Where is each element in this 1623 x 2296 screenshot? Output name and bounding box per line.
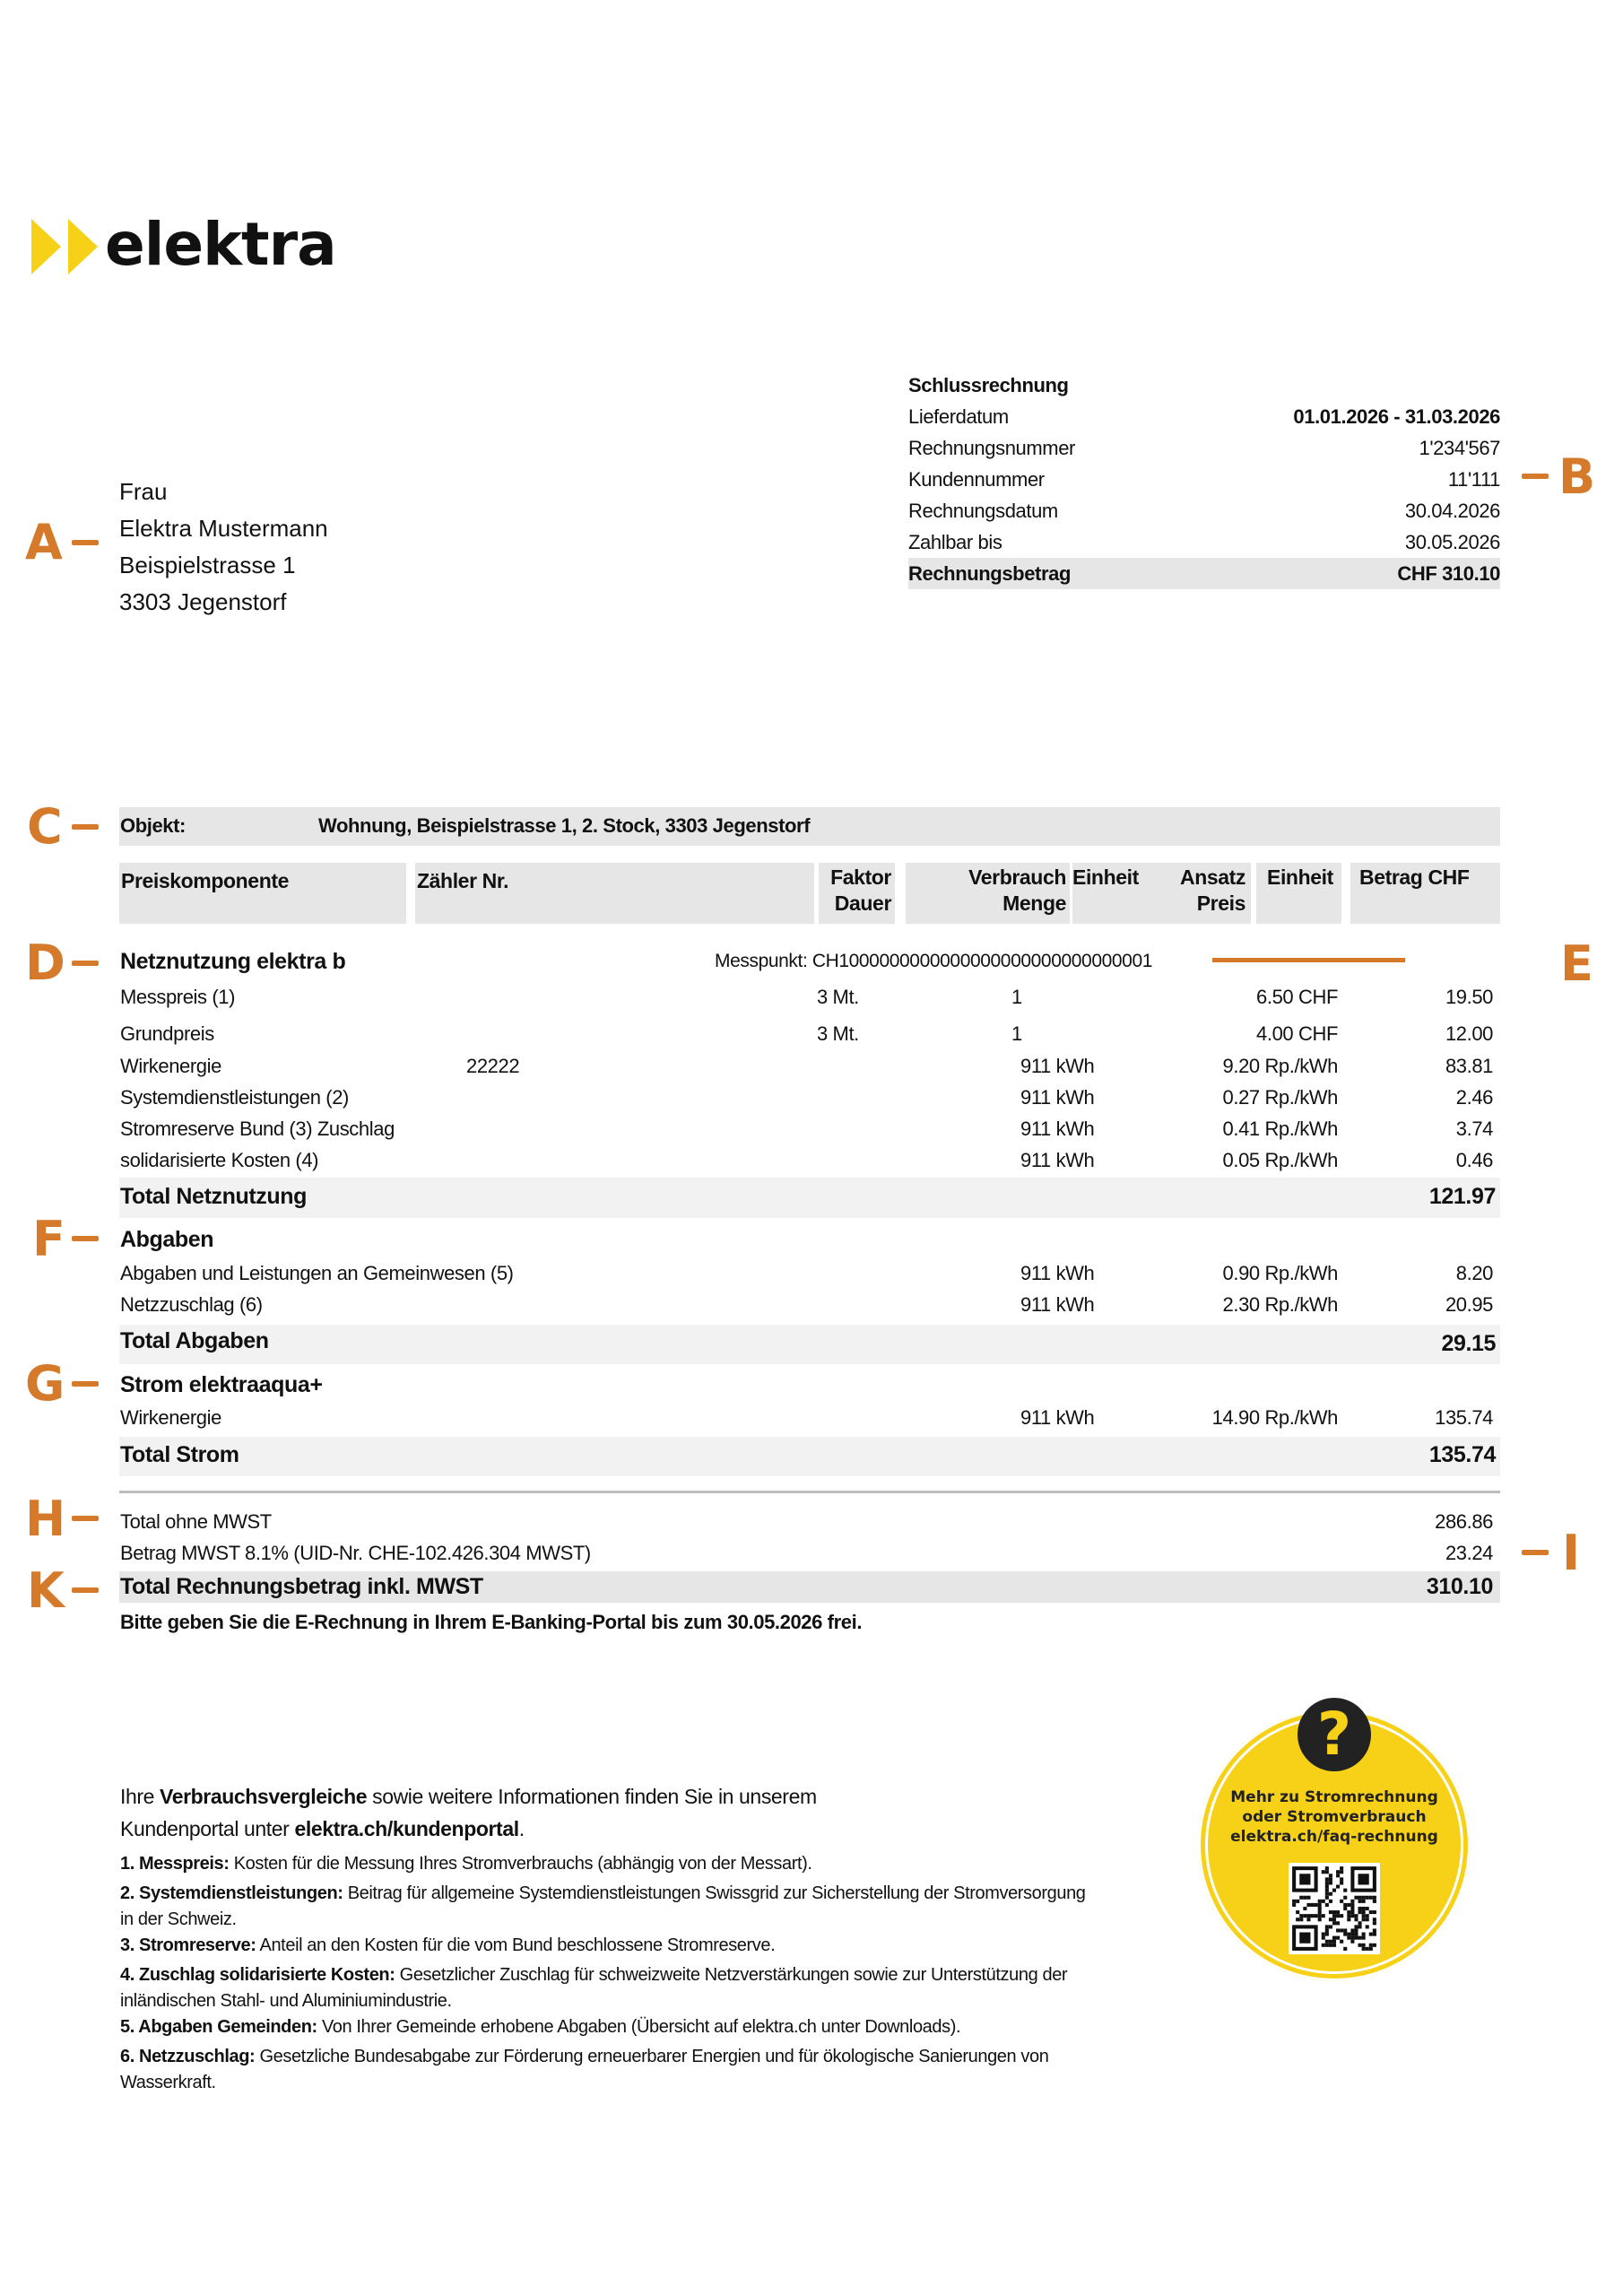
footnote	[120, 1881, 1089, 1933]
net-total-label: Total ohne MWST	[120, 1510, 272, 1533]
row-amount: 83.81	[1445, 1055, 1493, 1077]
summary-row	[908, 495, 1500, 526]
recipient-address	[119, 474, 328, 621]
header-label: Zähler Nr.	[417, 869, 509, 892]
footnote	[120, 2014, 1089, 2040]
marker-dash	[1522, 1550, 1549, 1555]
footnote	[120, 1851, 1089, 1877]
row-label: Wirkenergie	[120, 1055, 221, 1077]
marker-a: A	[25, 514, 63, 570]
question-mark-icon	[1298, 1698, 1371, 1771]
row-label: Systemdienstleistungen (2)	[120, 1086, 349, 1109]
row-amount: 135.74	[1435, 1406, 1493, 1429]
header-label: Verbrauch	[968, 865, 1066, 889]
row-label: Messpreis (1)	[120, 986, 236, 1008]
marker-dash	[72, 824, 99, 830]
footnote-text: Gesetzlicher Zuschlag für schweizweite Netzverstärkungen sowie zur Unterstützung der inländischen Stahl- und Aluminiumindustrie.	[120, 1965, 1068, 2011]
row-rate: 14.90 Rp./kWh	[1211, 1406, 1338, 1429]
grand-total-label: Total Rechnungsbetrag inkl. MWST	[120, 1574, 483, 1599]
total-value-strom: 135.74	[1428, 1442, 1496, 1467]
summary-label: Rechnungsbetrag	[908, 562, 1072, 585]
total-label-strom: Total Strom	[120, 1442, 239, 1467]
header-label: Faktor	[830, 865, 891, 889]
footnote-term: 6. Netzzuschlag:	[120, 2047, 256, 2066]
row-quantity: 911 kWh	[1020, 1149, 1095, 1171]
marker-f: F	[32, 1211, 65, 1267]
marker-c: C	[27, 798, 63, 855]
section-title-netznutzung: Netznutzung elektra b	[120, 949, 346, 974]
total-label-netznutzung: Total Netznutzung	[120, 1184, 307, 1209]
vat-value: 23.24	[1445, 1542, 1493, 1564]
row-quantity: 911 kWh	[1020, 1262, 1095, 1284]
info-verbrauchsvergleiche: Verbrauchsvergleiche	[160, 1785, 368, 1808]
header-betrag	[1350, 863, 1500, 924]
row-amount: 0.46	[1455, 1149, 1493, 1171]
summary-row	[908, 464, 1500, 495]
row-amount: 3.74	[1455, 1118, 1493, 1140]
marker-g: G	[25, 1355, 65, 1412]
row-rate: 0.05 Rp./kWh	[1222, 1149, 1338, 1171]
header-label: Betrag CHF	[1359, 865, 1470, 889]
info-text-part: .	[518, 1817, 525, 1840]
header-zaehler	[415, 863, 814, 924]
header-label: Preis	[1196, 891, 1245, 915]
faq-text	[1198, 1787, 1471, 1847]
row-amount: 8.20	[1455, 1262, 1493, 1284]
net-total-value: 286.86	[1435, 1510, 1493, 1533]
footnote-text: Von Ihrer Gemeinde erhobene Abgaben (Übersicht auf elektra.ch unter Downloads).	[317, 2017, 961, 2037]
kundenportal-link[interactable]: elektra.ch/kundenportal	[294, 1817, 519, 1840]
footnote-term: 1. Messpreis:	[120, 1854, 230, 1874]
header-einheit-2	[1256, 863, 1341, 924]
summary-label: Kundennummer	[908, 468, 1045, 491]
row-rate: 0.90 Rp./kWh	[1222, 1262, 1338, 1284]
summary-title: Schlussrechnung	[908, 374, 1069, 396]
marker-dash	[72, 540, 99, 545]
footnote-text: Beitrag für allgemeine Systemdienstleistungen Swissgrid zur Sicherstellung der Stromversorgung in der Schweiz.	[120, 1883, 1086, 1929]
marker-dash	[72, 1516, 99, 1521]
total-bar-abgaben	[119, 1325, 1500, 1364]
footnote-text: Kosten für die Messung Ihres Stromverbrauchs (abhängig von der Messart).	[229, 1854, 812, 1874]
row-meter: 22222	[466, 1055, 520, 1077]
section-title-strom: Strom elektraaqua+	[120, 1372, 323, 1397]
vat-label: Betrag MWST 8.1% (UID-Nr. CHE-102.426.304 MWST)	[120, 1542, 591, 1564]
header-ansatz	[1171, 863, 1251, 924]
total-value-abgaben: 29.15	[1441, 1331, 1496, 1356]
summary-label: Rechnungsdatum	[908, 500, 1058, 522]
marker-d: D	[25, 935, 65, 991]
header-verbrauch	[906, 863, 1070, 924]
footnote	[120, 1933, 1089, 1959]
info-text	[120, 1780, 817, 1845]
footnote-term: 4. Zuschlag solidarisierte Kosten:	[120, 1965, 395, 1985]
summary-value: 30.04.2026	[1404, 500, 1500, 522]
summary-row-total	[908, 558, 1500, 589]
row-quantity: 911 kWh	[1020, 1406, 1095, 1429]
recipient-name: Elektra Mustermann	[119, 515, 328, 542]
faq-link[interactable]: elektra.ch/faq-rechnung	[1230, 1828, 1438, 1846]
summary-label: Lieferdatum	[908, 405, 1009, 428]
section-title-abgaben: Abgaben	[120, 1227, 214, 1252]
row-rate: 0.27 Rp./kWh	[1222, 1086, 1338, 1109]
row-label: Abgaben und Leistungen an Gemeinwesen (5)	[120, 1262, 514, 1284]
row-quantity: 911 kWh	[1020, 1118, 1095, 1140]
info-text-part: sowie weitere Informationen finden Sie in unserem	[367, 1785, 817, 1808]
footnote	[120, 2044, 1089, 2096]
row-amount: 20.95	[1445, 1293, 1493, 1316]
logo-wordmark: elektra	[105, 210, 336, 279]
header-label: Ansatz	[1179, 865, 1245, 889]
row-rate: 9.20 Rp./kWh	[1222, 1055, 1338, 1077]
summary-value: 01.01.2026 - 31.03.2026	[1293, 405, 1500, 428]
info-text-part: Kundenportal unter	[120, 1817, 295, 1840]
info-line-2	[120, 1813, 817, 1845]
marker-dash	[72, 961, 99, 966]
meter-point: Messpunkt: CH1000000000000000000000000000001	[715, 951, 1152, 971]
summary-value: CHF 310.10	[1397, 562, 1500, 585]
object-value: Wohnung, Beispielstrasse 1, 2. Stock, 3303 Jegenstorf	[318, 814, 811, 837]
header-label: Menge	[1002, 891, 1066, 915]
marker-i: I	[1562, 1525, 1581, 1581]
recipient-city: 3303 Jegenstorf	[119, 588, 287, 615]
header-label: Preiskomponente	[121, 869, 289, 892]
footnote-text: Gesetzliche Bundesabgabe zur Förderung erneuerbarer Energien und für ökologische Sanierungen von Wasserkraft.	[120, 2047, 1049, 2092]
header-einheit-1	[1072, 863, 1171, 924]
recipient-salutation: Frau	[119, 478, 168, 505]
row-rate: 2.30 Rp./kWh	[1222, 1293, 1338, 1316]
row-rate: 0.41 Rp./kWh	[1222, 1118, 1338, 1140]
recipient-street: Beispielstrasse 1	[119, 552, 296, 578]
marker-dash	[1522, 474, 1549, 479]
header-label: Einheit	[1267, 865, 1333, 889]
row-quantity: 1	[1011, 1022, 1022, 1045]
faq-badge[interactable]	[1198, 1700, 1471, 1981]
header-preiskomponente	[119, 863, 406, 924]
marker-k: K	[27, 1562, 65, 1619]
faq-line-1: Mehr zu Stromrechnung	[1230, 1788, 1438, 1806]
summary-row	[908, 432, 1500, 464]
qr-code[interactable]	[1289, 1863, 1380, 1954]
footnote-text: Anteil an den Kosten für die vom Bund beschlossene Stromreserve.	[256, 1935, 776, 1955]
row-amount: 12.00	[1445, 1022, 1493, 1045]
summary-row	[908, 526, 1500, 558]
header-label: Dauer	[834, 891, 891, 915]
marker-e: E	[1560, 935, 1593, 992]
total-value-netznutzung: 121.97	[1428, 1184, 1496, 1209]
faq-line-2: oder Stromverbrauch	[1242, 1808, 1427, 1826]
question-glyph: ?	[1316, 1700, 1352, 1769]
footnote-term: 2. Systemdienstleistungen:	[120, 1883, 343, 1903]
marker-h: H	[25, 1491, 66, 1547]
summary-value: 30.05.2026	[1404, 531, 1500, 553]
marker-b: B	[1558, 448, 1596, 505]
summary-row	[908, 401, 1500, 432]
footnote-term: 3. Stromreserve:	[120, 1935, 256, 1955]
summary-value: 11'111	[1447, 468, 1500, 491]
footnote-term: 5. Abgaben Gemeinden:	[120, 2017, 317, 2037]
total-bar-netznutzung	[119, 1178, 1500, 1218]
row-label: Stromreserve Bund (3) Zuschlag	[120, 1118, 395, 1140]
summary-value: 1'234'567	[1419, 437, 1500, 459]
row-label: Netzzuschlag (6)	[120, 1293, 263, 1316]
object-label: Objekt:	[120, 814, 186, 837]
totals-divider	[119, 1491, 1500, 1493]
row-factor: 3 Mt.	[817, 1022, 859, 1045]
row-amount: 2.46	[1455, 1086, 1493, 1109]
grand-total-value: 310.10	[1426, 1574, 1493, 1599]
row-label: solidarisierte Kosten (4)	[120, 1149, 319, 1171]
marker-e-line	[1212, 958, 1405, 962]
qr-code-image	[1289, 1863, 1380, 1954]
summary-label: Rechnungsnummer	[908, 437, 1075, 459]
row-quantity: 911 kWh	[1020, 1086, 1095, 1109]
total-label-abgaben: Total Abgaben	[120, 1328, 269, 1353]
footnote	[120, 1962, 1089, 2014]
invoice-summary	[908, 370, 1500, 589]
logo-arrows-icon	[31, 219, 103, 274]
info-text-part: Ihre	[120, 1785, 161, 1808]
total-bar-strom	[119, 1437, 1500, 1476]
row-rate: 4.00 CHF	[1256, 1022, 1338, 1045]
marker-dash	[72, 1236, 99, 1241]
row-quantity: 1	[1011, 986, 1022, 1008]
row-quantity: 911 kWh	[1020, 1293, 1095, 1316]
header-faktor	[819, 863, 895, 924]
row-label: Grundpreis	[120, 1022, 214, 1045]
row-rate: 6.50 CHF	[1256, 986, 1338, 1008]
row-quantity: 911 kWh	[1020, 1055, 1095, 1077]
row-amount: 19.50	[1445, 986, 1493, 1008]
ebanking-notice: Bitte geben Sie die E-Rechnung in Ihrem E-Banking-Portal bis zum 30.05.2026 frei.	[120, 1611, 863, 1633]
summary-label: Zahlbar bis	[908, 531, 1002, 553]
marker-dash	[72, 1381, 99, 1387]
info-line-1	[120, 1780, 817, 1813]
marker-dash	[72, 1587, 99, 1593]
row-label: Wirkenergie	[120, 1406, 221, 1429]
row-factor: 3 Mt.	[817, 986, 859, 1008]
header-label: Einheit	[1072, 865, 1139, 889]
